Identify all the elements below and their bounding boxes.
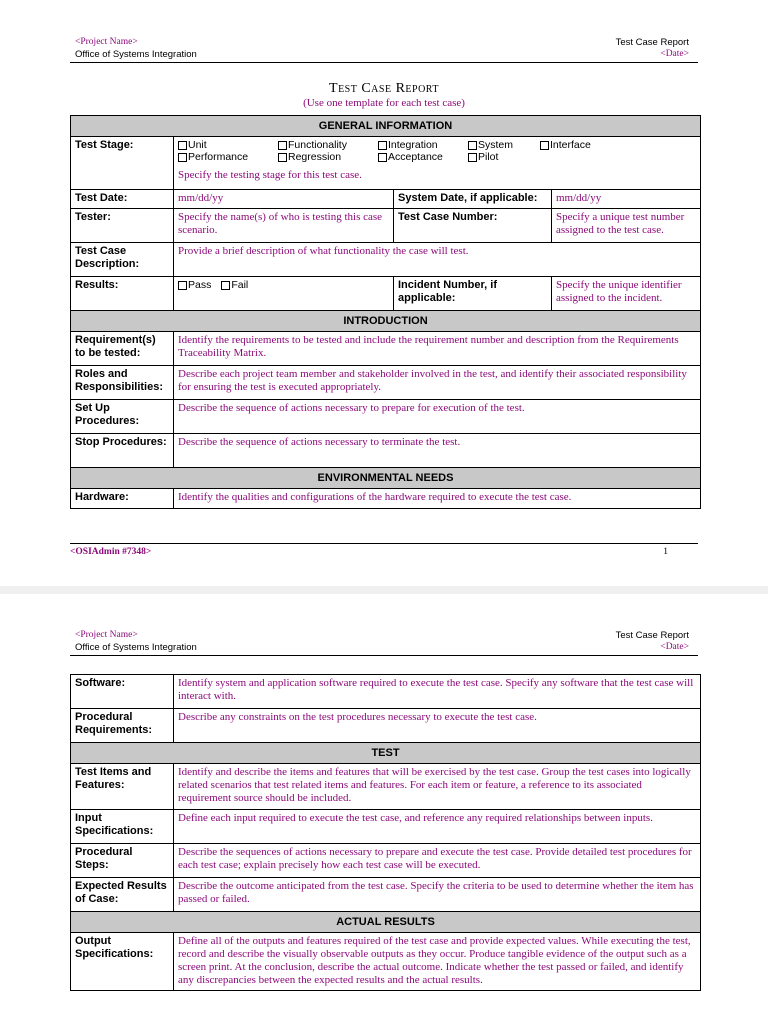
setup-procedures-label: Set Up Procedures: <box>71 400 174 434</box>
checkbox-box-icon <box>540 141 549 150</box>
header-date: <Date> <box>660 49 689 59</box>
test-stage-label: Test Stage: <box>71 137 174 190</box>
software-field[interactable]: Identify system and application software required to execute the test case. Specify any software that the test case will interact with. <box>174 675 701 709</box>
test-case-description-label: Test Case Description: <box>71 243 174 277</box>
test-items-field[interactable]: Identify and describe the items and features that will be exercised by the test case. Group the test cases into logically related scenarios that test related items and features. For each item or feature, a reference to its associated requirement source should be included. <box>174 764 701 810</box>
project-name: <Project Name> <box>75 37 138 47</box>
pass-checkbox[interactable] <box>178 279 211 291</box>
system-date-label: System Date, if applicable: <box>394 190 552 209</box>
header-rule <box>70 62 698 63</box>
stage-checkbox-pilot[interactable] <box>468 151 540 163</box>
checkbox-box-icon <box>278 141 287 150</box>
project-name: <Project Name> <box>75 630 138 640</box>
stage-checkbox-integration[interactable] <box>378 139 468 151</box>
stage-option-label: Interface <box>550 139 591 151</box>
doc-id: <OSIAdmin #7348> <box>70 547 152 557</box>
test-date-field[interactable]: mm/dd/yy <box>174 190 394 209</box>
footer-rule <box>70 543 698 544</box>
report-label: Test Case Report <box>615 630 689 641</box>
document-title: Test Case Report <box>329 81 439 96</box>
output-specifications-label: Output Specifications: <box>71 933 174 991</box>
office-name: Office of Systems Integration <box>75 49 197 60</box>
hardware-field[interactable]: Identify the qualities and configurations of the hardware required to execute the test case. <box>174 489 701 509</box>
procedural-requirements-label: Procedural Requirements: <box>71 709 174 743</box>
report-table-page2 <box>70 674 701 991</box>
office-name: Office of Systems Integration <box>75 642 197 653</box>
stage-option-label: Functionality <box>288 139 347 151</box>
stage-option-label: System <box>478 139 514 151</box>
pass-label: Pass <box>188 279 212 291</box>
requirements-label: Requirement(s) to be tested: <box>71 332 174 366</box>
incident-number-label: Incident Number, if applicable: <box>394 277 552 311</box>
stage-hint: Specify the testing stage for this test case. <box>178 169 362 181</box>
test-case-description-field[interactable]: Provide a brief description of what functionality the case will test. <box>174 243 701 277</box>
stage-checkbox-regression[interactable] <box>278 151 378 163</box>
checkbox-box-icon <box>378 141 387 150</box>
section-test: TEST <box>71 743 701 764</box>
stop-procedures-field[interactable]: Describe the sequence of actions necessary to terminate the test. <box>174 434 701 468</box>
test-case-number-label: Test Case Number: <box>394 209 552 243</box>
header-rule <box>70 655 698 656</box>
report-table-page1 <box>70 115 701 509</box>
system-date-field[interactable]: mm/dd/yy <box>552 190 701 209</box>
section-environmental-needs: ENVIRONMENTAL NEEDS <box>71 468 701 489</box>
checkbox-box-icon <box>468 153 477 162</box>
checkbox-box-icon <box>378 153 387 162</box>
checkbox-box-icon <box>178 153 187 162</box>
stage-option-label: Performance <box>188 151 249 163</box>
header-date: <Date> <box>660 642 689 652</box>
setup-procedures-field[interactable]: Describe the sequence of actions necessary to prepare for execution of the test. <box>174 400 701 434</box>
hardware-label: Hardware: <box>71 489 174 509</box>
roles-field[interactable]: Describe each project team member and stakeholder involved in the test, and identify their associated responsibility for ensuring the test is executed appropriately. <box>174 366 701 400</box>
stage-checkbox-functionality[interactable] <box>278 139 378 151</box>
stage-checkbox-acceptance[interactable] <box>378 151 468 163</box>
document-subtitle: (Use one template for each test case) <box>303 97 465 109</box>
checkbox-box-icon <box>278 153 287 162</box>
expected-results-label: Expected Results of Case: <box>71 878 174 912</box>
test-items-label: Test Items and Features: <box>71 764 174 810</box>
software-label: Software: <box>71 675 174 709</box>
procedural-requirements-field[interactable]: Describe any constraints on the test procedures necessary to execute the test case. <box>174 709 701 743</box>
fail-label: Fail <box>231 279 249 291</box>
stage-checkbox-system[interactable] <box>468 139 540 151</box>
stage-option-label: Pilot <box>478 151 499 163</box>
checkbox-box-icon <box>468 141 477 150</box>
test-stage-cell <box>174 137 701 190</box>
page-2 <box>0 594 768 1024</box>
section-general-information: GENERAL INFORMATION <box>71 116 701 137</box>
tester-label: Tester: <box>71 209 174 243</box>
checkbox-box-icon <box>178 141 187 150</box>
expected-results-field[interactable]: Describe the outcome anticipated from the test case. Specify the criteria to be used to determine whether the item has passed or failed. <box>174 878 701 912</box>
stage-checkbox-performance[interactable] <box>178 151 278 163</box>
stage-option-label: Regression <box>288 151 342 163</box>
report-label: Test Case Report <box>615 37 689 48</box>
test-case-number-field[interactable]: Specify a unique test number assigned to the test case. <box>552 209 701 243</box>
procedural-steps-label: Procedural Steps: <box>71 844 174 878</box>
section-actual-results: ACTUAL RESULTS <box>71 912 701 933</box>
stage-option-label: Acceptance <box>388 151 443 163</box>
results-label: Results: <box>71 277 174 311</box>
stop-procedures-label: Stop Procedures: <box>71 434 174 468</box>
requirements-field[interactable]: Identify the requirements to be tested and include the requirement number and description from the Requirements Traceability Matrix. <box>174 332 701 366</box>
output-specifications-field[interactable]: Define all of the outputs and features required of the test case and provide expected values. While executing the test, record and describe the visually observable outputs as they occur. Produce tangible evidence of the output such as a screen print. At the conclusion, describe the actual outcome. Indicate whether the test passed or failed, and identify any discrepancies between the expected results and the actual results. <box>174 933 701 991</box>
procedural-steps-field[interactable]: Describe the sequences of actions necessary to prepare and execute the test case. Provide detailed test procedures for each test case; explain precisely how each test case will be executed. <box>174 844 701 878</box>
stage-option-label: Unit <box>188 139 207 151</box>
page-number: 1 <box>663 547 668 557</box>
input-specifications-label: Input Specifications: <box>71 810 174 844</box>
stage-checkbox-interface[interactable] <box>540 139 620 151</box>
tester-field[interactable]: Specify the name(s) of who is testing this case scenario. <box>174 209 394 243</box>
section-introduction: INTRODUCTION <box>71 311 701 332</box>
input-specifications-field[interactable]: Define each input required to execute the test case, and reference any required relationships between inputs. <box>174 810 701 844</box>
results-cell <box>174 277 394 311</box>
stage-option-label: Integration <box>388 139 438 151</box>
roles-label: Roles and Responsibilities: <box>71 366 174 400</box>
stage-checkbox-grid <box>178 139 696 163</box>
checkbox-box-icon <box>221 281 230 290</box>
test-date-label: Test Date: <box>71 190 174 209</box>
stage-checkbox-unit[interactable] <box>178 139 278 151</box>
incident-number-field[interactable]: Specify the unique identifier assigned to the incident. <box>552 277 701 311</box>
fail-checkbox[interactable] <box>221 279 248 291</box>
checkbox-box-icon <box>178 281 187 290</box>
